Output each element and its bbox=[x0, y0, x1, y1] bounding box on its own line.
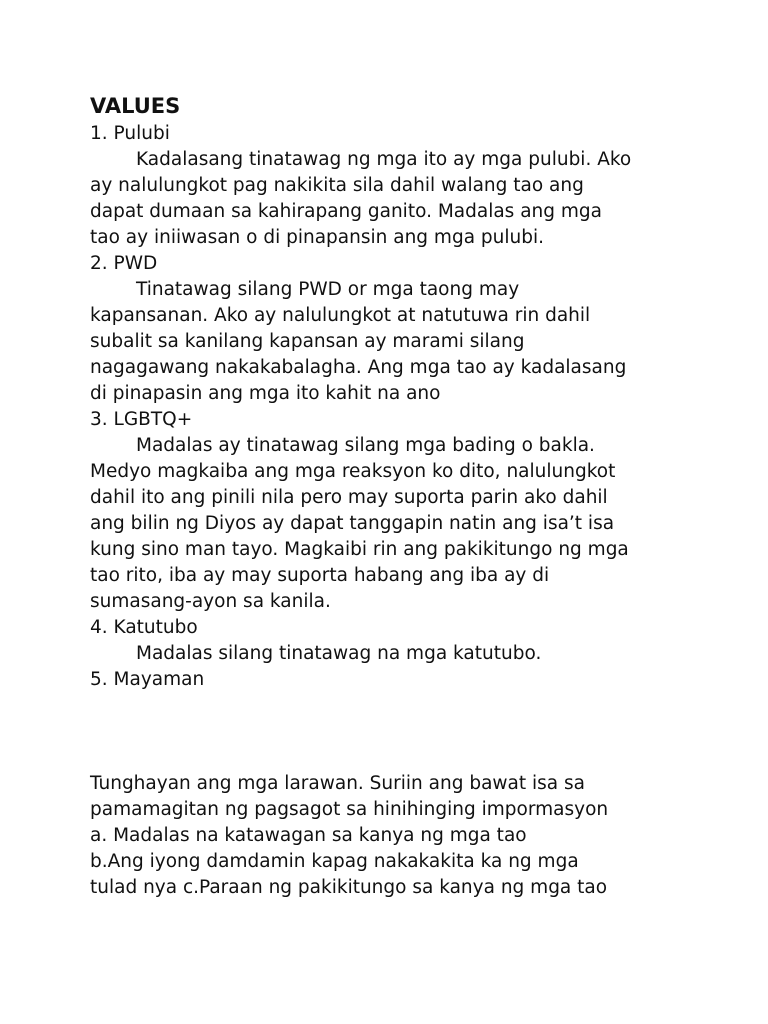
section-pwd bbox=[90, 251, 690, 407]
paragraph-line: nagagawang nakakabalagha. Ang mga tao ay kadalasang bbox=[90, 357, 627, 378]
paragraph-line: kapansanan. Ako ay nalulungkot at natutuwa rin dahil bbox=[90, 305, 591, 326]
paragraph-line: Kadalasang tinatawag ng mga ito ay mga pulubi. Ako bbox=[136, 149, 632, 170]
section-heading: 3. LGBTQ+ bbox=[90, 409, 193, 430]
paragraph-line: ang bilin ng Diyos ay dapat tanggapin natin ang isa’t isa bbox=[90, 513, 615, 534]
instruction-line: b.Ang iyong damdamin kapag nakakakita ka ng mga bbox=[90, 851, 579, 872]
instruction-line: Tunghayan ang mga larawan. Suriin ang bawat isa sa bbox=[90, 773, 585, 794]
instruction-line: pamamagitan ng pagsagot sa hinihinging impormasyon bbox=[90, 799, 609, 820]
paragraph-line: di pinapasin ang mga ito kahit na ano bbox=[90, 383, 441, 404]
section-heading: 2. PWD bbox=[90, 253, 158, 274]
section-heading: 4. Katutubo bbox=[90, 617, 198, 638]
document-page bbox=[90, 91, 690, 901]
section-heading: 5. Mayaman bbox=[90, 669, 205, 690]
instruction-line: a. Madalas na katawagan sa kanya ng mga tao bbox=[90, 825, 527, 846]
section-lgbtq bbox=[90, 407, 690, 615]
paragraph-line: tao rito, iba ay may suporta habang ang iba ay di bbox=[90, 565, 550, 586]
paragraph-line: Madalas ay tinatawag silang mga bading o bakla. bbox=[136, 435, 595, 456]
paragraph-line: ay nalulungkot pag nakikita sila dahil walang tao ang bbox=[90, 175, 584, 196]
section-pulubi bbox=[90, 121, 690, 251]
section-mayaman bbox=[90, 667, 690, 693]
paragraph-line: dahil ito ang pinili nila pero may suporta parin ako dahil bbox=[90, 487, 608, 508]
paragraph-line: subalit sa kanilang kapansan ay marami silang bbox=[90, 331, 525, 352]
paragraph-line: sumasang-ayon sa kanila. bbox=[90, 591, 331, 612]
section-katutubo bbox=[90, 615, 690, 667]
paragraph-line: tao ay iniiwasan o di pinapansin ang mga pulubi. bbox=[90, 227, 545, 248]
document-title: VALUES bbox=[90, 94, 181, 118]
section-heading: 1. Pulubi bbox=[90, 123, 170, 144]
instruction-line: tulad nya c.Paraan ng pakikitungo sa kanya ng mga tao bbox=[90, 877, 608, 898]
paragraph-line: Madalas silang tinatawag na mga katutubo. bbox=[136, 643, 542, 664]
instructions-block bbox=[90, 771, 690, 901]
blank-space bbox=[90, 693, 690, 771]
paragraph-line: Tinatawag silang PWD or mga taong may bbox=[136, 279, 520, 300]
paragraph-line: Medyo magkaiba ang mga reaksyon ko dito, nalulungkot bbox=[90, 461, 616, 482]
paragraph-line: kung sino man tayo. Magkaibi rin ang pakikitungo ng mga bbox=[90, 539, 629, 560]
paragraph-line: dapat dumaan sa kahirapang ganito. Madalas ang mga bbox=[90, 201, 602, 222]
